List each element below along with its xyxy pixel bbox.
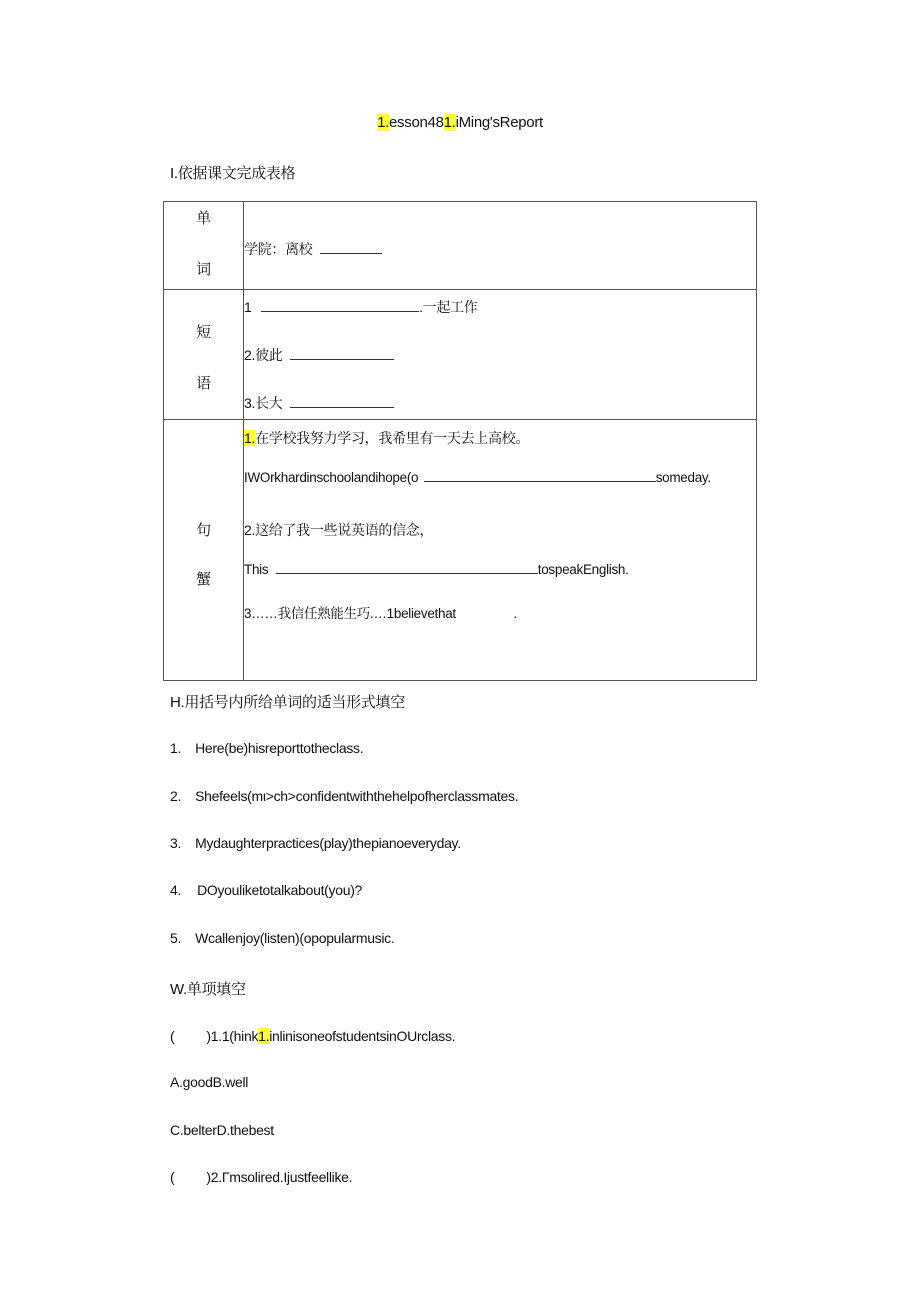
- label-char-top: 短: [196, 324, 211, 341]
- title-highlight-1: 1.: [377, 114, 390, 131]
- sentence-1-cn-text: 在学校我努力学习，我希里有一天去上高校。: [255, 430, 530, 446]
- item-text: DOyouliketotalkabout(you)?: [197, 882, 363, 898]
- list-item: [170, 740, 363, 756]
- list-item: [170, 835, 461, 851]
- sentence-1-en: [244, 469, 711, 485]
- label-char-top: 句: [196, 522, 211, 539]
- title-part-1: esson48: [389, 114, 444, 131]
- sentence-3: [244, 602, 517, 622]
- phrase-line-1: [244, 297, 477, 317]
- question-2-text: )2.Γmsolired.Ijustfeellike.: [206, 1169, 353, 1185]
- words-line-1: [244, 239, 382, 259]
- label-char-bottom: 语: [196, 375, 211, 392]
- title-part-2: iMing'sReport: [455, 114, 543, 131]
- row-content-words: [244, 202, 756, 289]
- section-1-heading: I.依据课文完成表格: [170, 165, 296, 182]
- choice-question-1: [170, 1028, 455, 1044]
- item-text: Shefeels(mι>ch>confidentwiththehelpofherclassmates.: [195, 788, 519, 804]
- item-number: 2.: [170, 788, 182, 804]
- item-text: Wcallenjoy(listen)(opopularmusic.: [195, 930, 395, 946]
- list-item: [170, 882, 362, 898]
- list-item: [170, 930, 394, 946]
- item-number: 5.: [170, 930, 182, 946]
- table-row-sentences: [164, 420, 756, 680]
- row-content-phrases: [244, 290, 756, 419]
- item-number: 4.: [170, 882, 182, 898]
- section-3-heading: W.单项填空: [170, 981, 246, 998]
- phrase-1-text: .一起工作: [419, 299, 478, 315]
- sentence-2-blank[interactable]: [276, 561, 538, 574]
- page-title: [0, 114, 920, 131]
- words-line-1-text: 学院：离校: [244, 241, 313, 257]
- table-row-phrases: [164, 290, 756, 420]
- question-1-start: )1.1(hink: [206, 1028, 259, 1044]
- phrase-line-2: [244, 345, 394, 365]
- phrase-2-text: 2.彼此: [244, 347, 283, 363]
- row-content-sentences: [244, 420, 756, 680]
- phrase-1-num: 1: [244, 299, 252, 315]
- answer-paren-open: (: [170, 1028, 175, 1044]
- label-char-top: 单: [196, 210, 211, 227]
- item-text: Here(be)hisreporttotheclass.: [195, 740, 364, 756]
- question-1-highlight: 1.: [258, 1028, 270, 1044]
- phrase-1-blank[interactable]: [261, 299, 419, 312]
- sentence-2-cn: 2.这给了我一些说英语的信念，: [244, 522, 434, 538]
- phrase-3-blank[interactable]: [290, 395, 394, 408]
- section-2-heading: H.用括号内所给单词的适当形式填空: [170, 694, 405, 711]
- question-1-rest: inlinisoneofstudentsinOUrclass.: [269, 1028, 456, 1044]
- item-text: Mydaughterpractices(play)thepianoeveryday.: [195, 835, 461, 851]
- vocab-table: [163, 201, 757, 681]
- item-number: 1.: [170, 740, 182, 756]
- row-label-sentences: [164, 420, 244, 680]
- phrase-2-blank[interactable]: [290, 347, 394, 360]
- row-label-words: [164, 202, 244, 289]
- question-1-options-cd: C.belterD.thebest: [170, 1122, 274, 1138]
- sentence-3-period: .: [513, 606, 517, 621]
- title-highlight-2: 1.: [443, 114, 456, 131]
- sentence-2-en: [244, 561, 629, 577]
- label-char-bottom: 蟹: [196, 571, 211, 588]
- words-blank[interactable]: [320, 241, 382, 254]
- question-1-options-ab: A.goodB.well: [170, 1074, 249, 1090]
- sentence-1-highlight: 1.: [244, 430, 256, 446]
- sentence-2-en-suffix: tospeakEnglish.: [537, 562, 629, 577]
- choice-question-2: [170, 1169, 352, 1185]
- row-label-phrases: [164, 290, 244, 419]
- sentence-1-cn: [244, 428, 529, 448]
- phrase-3-text: 3.长大: [244, 395, 283, 411]
- phrase-line-3: [244, 393, 394, 413]
- sentence-1-en-suffix: someday.: [655, 470, 711, 485]
- answer-paren-open: (: [170, 1169, 175, 1185]
- table-row-words: [164, 202, 756, 290]
- label-char-bottom: 词: [196, 261, 211, 278]
- sentence-2-en-prefix: This: [244, 562, 269, 577]
- sentence-1-blank[interactable]: [424, 469, 656, 482]
- list-item: [170, 788, 518, 804]
- sentence-1-en-prefix: IWOrkhardinschoolandihope(o: [244, 470, 419, 485]
- item-number: 3.: [170, 835, 182, 851]
- sentence-3-text: 3……我信任熟能生巧.…1believethat: [244, 606, 456, 621]
